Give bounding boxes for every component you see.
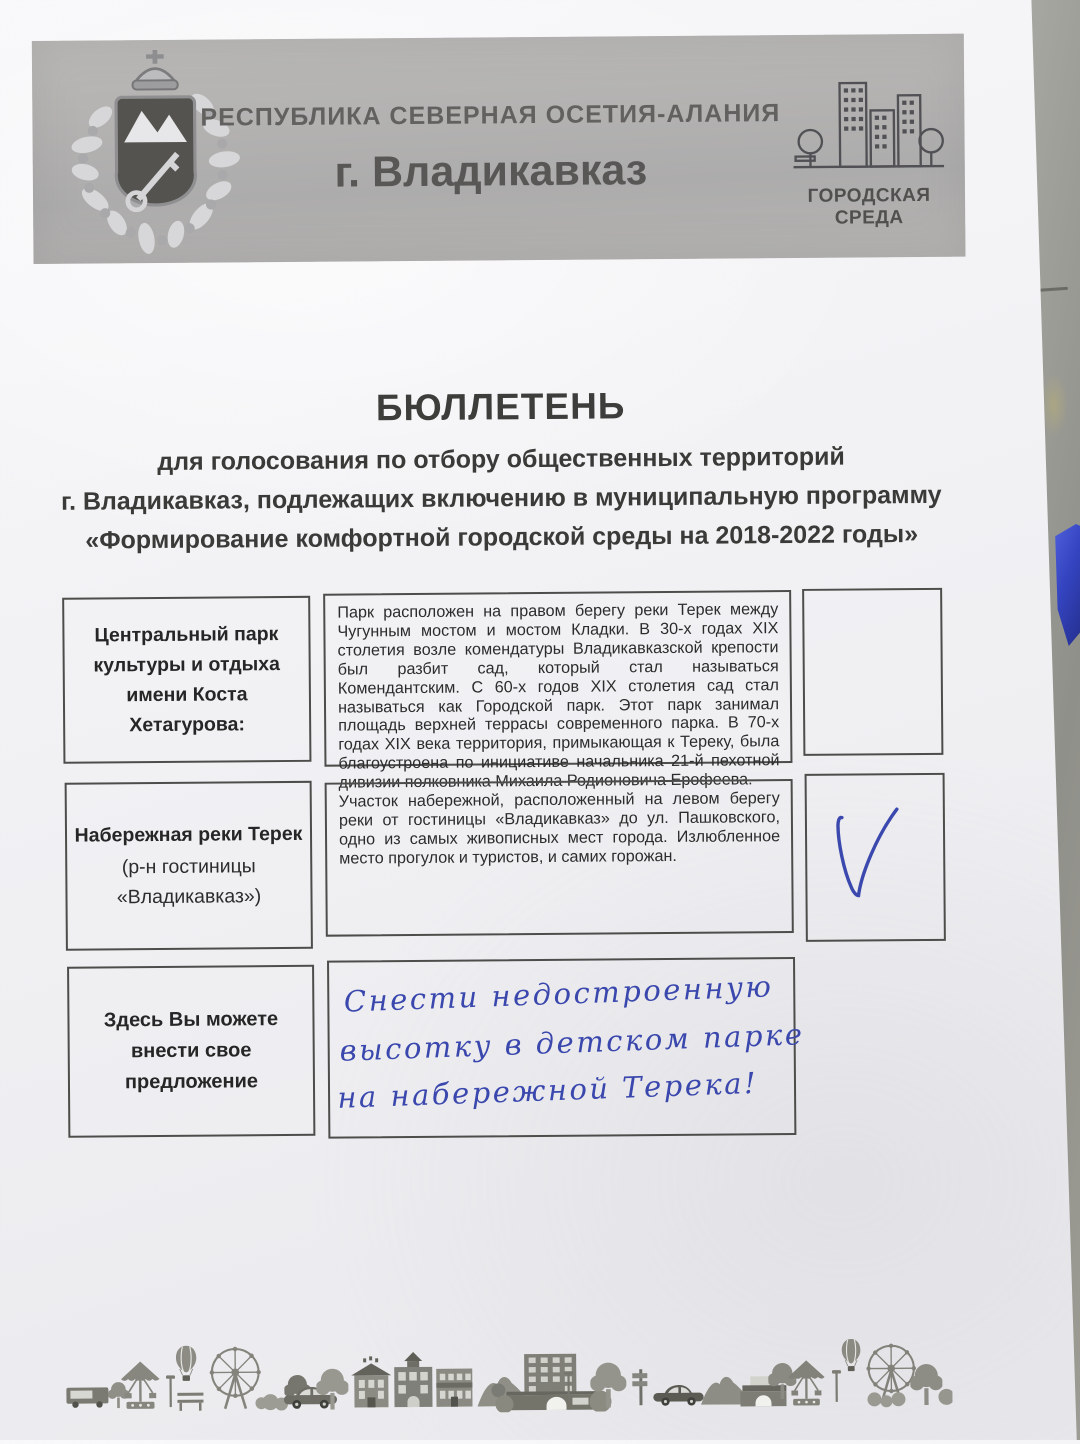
territory-name-text: Набережная реки Терек (75, 819, 303, 851)
suggestion-label-text: Здесь Вы можете внести свое предложение (73, 1004, 309, 1099)
territory-description-central-park (323, 590, 792, 767)
vote-checkbox-central-park (802, 588, 943, 756)
emblem-shield (116, 97, 196, 206)
city-buildings-icon (788, 74, 949, 181)
skyline-signpost (632, 1369, 647, 1405)
handwritten-suggestion (327, 953, 797, 1143)
territory-name-naberezhnaya (65, 781, 313, 951)
subtitle-line-1: для голосования по отбору общественных территорий (0, 436, 1003, 483)
vote-checkbox-naberezhnaya (805, 773, 946, 942)
skyline-bench (177, 1393, 203, 1411)
city-skyline-illustration (64, 1335, 953, 1416)
skyline-tower-building (394, 1352, 432, 1407)
gorodskaya-sreda-logo (778, 74, 959, 230)
city-title: г. Владикавказ (201, 145, 781, 199)
description-text: Участок набережной, расположенный на левом берегу реки от гостиницы «Владикавказ» до ул. Пашковского, одно из самых живописных мест города. Излюбленное место прогулок и туристов, и самих горожан. (327, 781, 792, 874)
ballot-title: БЮЛЛЕТЕНЬ (0, 382, 1003, 432)
territory-name-text: Центральный парк культуры и отдыха имени Коста Хетагурова: (68, 619, 305, 741)
handwriting-line-3: на набережной Терека! (337, 1065, 796, 1115)
emblem-crown (132, 50, 177, 90)
skyline-block-building (436, 1369, 472, 1407)
gorodskaya-sreda-caption: ГОРОДСКАЯ СРЕДА (779, 185, 959, 230)
territory-name-note: (р-н гостиницы «Владикавказ») (71, 851, 306, 913)
subtitle-line-3: «Формирование комфортной городской среды на 2018-2022 годы» (0, 514, 1004, 561)
subtitle-line-2: г. Владикавказ, подлежащих включению в муниципальную программу (0, 475, 1004, 522)
territory-name-central-park (62, 596, 311, 764)
description-text: Парк расположен на правом берегу реки Терек между Чугунным мостом и мостом Кладки. В 30-х годах XIX столетия возле комендатуры Владикавказской крепости был разбит сад, который стал называться Комендантским. С 60-х годов XIX столетия сад стал называться как Городской парк. Этот парк занимал площадь верхней террасы современного парка. В 70-х годах XIX века территория, примыкающая к Тереку, была благоустроена по инициативе начальника 21-й пехотной дивизии полковника Михаила Родионовича Ерофеева. (325, 592, 791, 799)
territory-description-naberezhnaya (325, 779, 794, 937)
handwriting-line-1: Снести недостроенную (343, 969, 792, 1019)
suggestion-input-cell (327, 957, 796, 1139)
ballot-subtitle (0, 436, 1004, 561)
republic-title: РЕСПУБЛИКА СЕВЕРНАЯ ОСЕТИЯ-АЛАНИЯ (200, 99, 780, 133)
skyline-house (351, 1356, 391, 1407)
suggestion-label-cell (67, 965, 315, 1138)
handwritten-checkmark (825, 801, 912, 914)
header-banner (32, 34, 966, 264)
handwriting-line-2: высотку в детском парке (339, 1018, 794, 1068)
header-text-block (200, 35, 782, 263)
skyline-truck (66, 1387, 108, 1408)
